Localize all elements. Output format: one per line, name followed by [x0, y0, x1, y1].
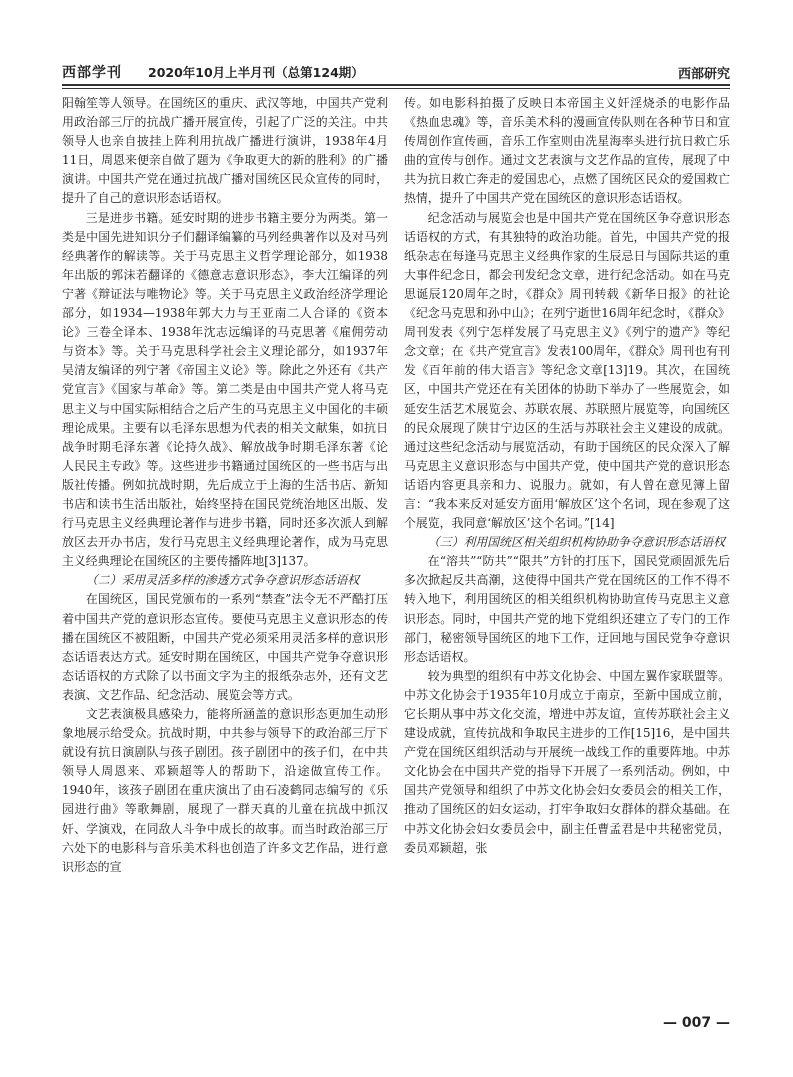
left-column — [62, 94, 388, 877]
paragraph: 传。如电影科拍摄了反映日本帝国主义奸淫烧杀的电影作品《热血忠魂》等，音乐美术科的漫画宣传队则在各种节日和宣传周创作宣传画，音乐工作室则由冼星海率头进行抗日救亡乐曲的宣传与创作。通过文艺表演与文艺作品的宣传，展现了中共为抗日救亡奔走的爱国忠心，点燃了国统区民众的爱国救亡热情，提升了中国共产党在国统区的意识形态话语权。 — [404, 96, 730, 206]
paragraph: 阳翰笙等人领导。在国统区的重庆、武汉等地，中国共产党利用政治部三厅的抗战广播开展宣传，引起了广泛的关注。中共领导人也亲自披挂上阵利用抗战广播进行演讲，1938年4月11日，周恩来便亲自做了题为《争取更大的新的胜利》的广播演讲。中国共产党在通过抗战广播对国统区民众宣传的同时，提升了自己的意识形态话语权。 — [62, 96, 388, 206]
header-rule-thin — [62, 88, 730, 89]
section-heading: （二）采用灵活多样的渗透方式争夺意识形态话语权 — [85, 573, 360, 588]
right-column — [404, 94, 730, 858]
paragraph: 三是进步书籍。延安时期的进步书籍主要分为两类。第一类是中国先进知识分子们翻译编纂的马列经典著作以及对马列经典著作的解读等。关于马克思主义哲学理论部分，如1938年出版的郭沫若翻译的《德意志意识形态》，李大江编译的列宁著《辩证法与唯物论》等。关于马克思主义政治经济学理论部分，如1934—1938年郭大力与王亚南二人合译的《资本论》三卷全译本、1938年沈志远编译的马克思著《雇佣劳动与资本》等。关于马克思科学社会主义理论部分，如1937年吴清友编译的列宁著《帝国主义论》等。除此之外还有《共产党宣言》《国家与革命》等。第二类是由中国共产党人将马克思主义与中国实际相结合之后产生的马克思主义中国化的丰硕理论成果。主要有以毛泽东思想为代表的相关文献集，如抗日战争时期毛泽东著《论持久战》、解放战争时期毛泽东著《论人民民主专政》等。这些进步书籍通过国统区的一些书店与出版社传播。例如抗战时期，先后成立于上海的生活书店、新知书店和读书生活出版社，始终坚持在国民党统治地区出版、发行马克思主义经典理论著作与进步书籍，同时还多次派人到解放区去开办书店，发行马克思主义经典理论著作，成为马克思主义经典理论在国统区的主要传播阵地[3]137。 — [62, 210, 388, 569]
paragraph: 在“溶共”“防共”“限共”方针的打压下，国民党顽固派先后多次掀起反共高潮，这使得中国共产党在国统区的工作不得不转入地下，利用国统区的相关组织机构协助宣传马克思主义意识形态。同时，中国共产党的地下党组织还建立了专门的工作部门，秘密领导国统区的地下工作，迂回地与国民党争夺意识形态话语权。 — [404, 554, 730, 664]
paragraph: 纪念活动与展览会也是中国共产党在国统区争夺意识形态话语权的方式，有其独特的政治功能。首先，中国共产党的报纸杂志在每逢马克思主义经典作家的生辰忌日与国际共运的重大事件纪念日，都会刊发纪念文章，进行纪念活动。如在马克思诞辰120周年之时，《群众》周刊转载《新华日报》的社论《纪念马克思和孙中山》；在列宁逝世16周年纪念时，《群众》周刊发表《列宁怎样发展了马克思主义》《列宁的遗产》等纪念文章；在《共产党宣言》发表100周年，《群众》周刊也有刊发《百年前的伟大语言》等纪念文章[13]19。其次，在国统区，中国共产党还在有关团体的协助下举办了一些展览会，如延安生活艺术展览会、苏联农展、苏联照片展览等，向国统区的民众展现了陕甘宁边区的生活与苏联社会主义建设的成就。通过这些纪念活动与展览活动，有助于国统区的民众深入了解马克思主义意识形态与中国共产党，使中国共产党的意识形态话语内容更具亲和力、说服力。就如，有人曾在意见簿上留言：“我本来反对延安方面用‘解放区’这个名词，现在参观了这个展览，我同意‘解放区’这个名词。”[14] — [404, 210, 730, 531]
issue-info: 2020年10月上半月刊（总第124期） — [148, 65, 364, 80]
paragraph: 较为典型的组织有中苏文化协会、中国左翼作家联盟等。中苏文化协会于1935年10月成立于南京，至新中国成立前，它长期从事中苏文化交流，增进中苏友谊，宣传苏联社会主义建设成就，宣传抗战和争取民主进步的工作[15]16，是中国共产党在国统区组织活动与开展统一战线工作的重要阵地。中苏文化协会在中国共产党的指导下开展了一系列活动。例如，中国共产党领导和组织了中苏文化协会妇女委员会的相关工作，推动了国统区的妇女运动，打牢争取妇女群体的群众基础。在中苏文化协会妇女委员会中，副主任曹孟君是中共秘密党员，委员邓颖超，张 — [404, 668, 730, 855]
page-number: — 007 — — [663, 1015, 730, 1031]
header-rule-thick — [62, 84, 730, 86]
paragraph: 文艺表演极具感染力，能将所涵盖的意识形态更加生动形象地展示给受众。抗战时期，中共参与领导下的政治部三厅下就设有抗日演剧队与孩子剧团。孩子剧团中的孩子们，在中共领导人周恩来、邓颖超等人的帮助下，沿途做宣传工作。1940年，该孩子剧团在重庆演出了由石凌鹤同志编写的《乐园进行曲》等歌舞剧，展现了一群天真的儿童在抗战中抓汉奸、学演戏，在同敌人斗争中成长的故事。而当时政治部三厅六处下的电影科与音乐美术科也创造了许多文艺作品，进行意识形态的宣 — [62, 707, 388, 874]
journal-brand: 西部学刊 — [62, 65, 122, 81]
page-header — [62, 62, 730, 84]
paragraph: 在国统区，国民党颁布的一系列“禁查”法令无不严酷打压着中国共产党的意识形态宣传。要使马克思主义意识形态的传播在国统区不被阻断，中国共产党必须采用灵活多样的意识形态话语表达方式。延安时期在国统区，中国共产党争夺意识形态话语权的方式除了以书面文字为主的报纸杂志外，还有文艺表演、文艺作品、纪念活动、展览会等方式。 — [62, 592, 388, 702]
section-heading: （三）利用国统区相关组织机构协助争夺意识形态话语权 — [427, 535, 726, 550]
section-label: 西部研究 — [677, 67, 730, 82]
